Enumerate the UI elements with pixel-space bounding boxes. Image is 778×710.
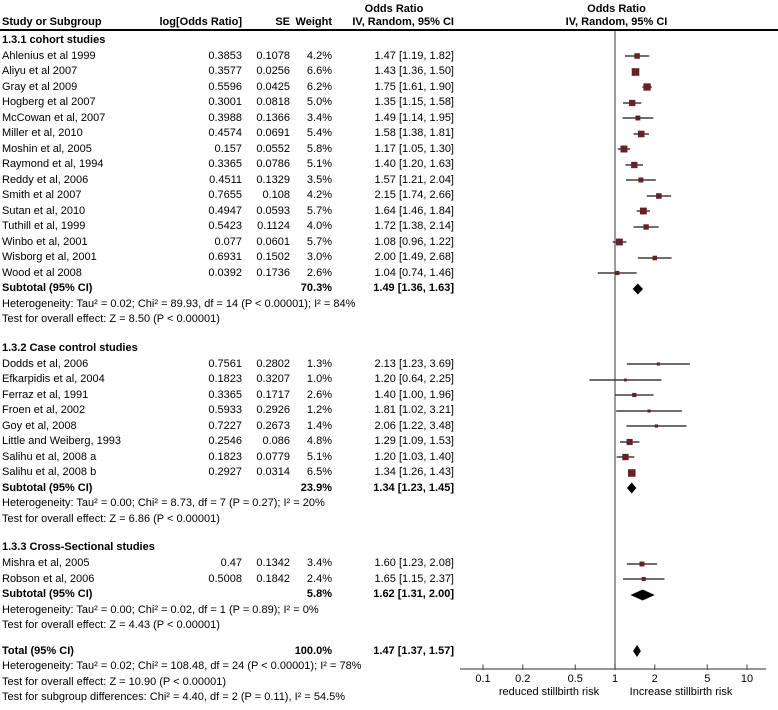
axis-caption-right: Increase stillbirth risk [629, 686, 733, 698]
se-value: 0.086 [262, 435, 290, 448]
weight-value: 1.3% [306, 357, 332, 370]
total-or-ci: 1.47 [1.37, 1.57] [373, 644, 454, 657]
weight-value: 3.0% [306, 251, 332, 264]
se-value: 0.0552 [256, 142, 290, 155]
study-name: Ahlenius et al 1999 [2, 49, 96, 62]
se-value: 0.0314 [256, 466, 290, 479]
subtotal-label: Subtotal (95% CI) [2, 481, 93, 494]
se-value: 0.1366 [256, 111, 290, 124]
log-odds-ratio-value: 0.2546 [208, 435, 242, 448]
study-row [0, 465, 456, 481]
weight-value: 5.4% [306, 127, 332, 140]
log-odds-ratio-value: 0.2927 [208, 466, 242, 479]
log-odds-ratio-value: 0.3853 [208, 49, 242, 62]
weight-value: 5.1% [306, 450, 332, 463]
col-header-study: Study or Subgroup [2, 16, 102, 28]
overall-effect-row [0, 511, 456, 527]
study-row [0, 110, 456, 126]
study-row [0, 387, 456, 403]
se-value: 0.1329 [256, 173, 290, 186]
study-name: Gray et al 2009 [2, 80, 78, 93]
pooled-diamond [633, 284, 643, 295]
effect-marker [657, 362, 660, 365]
weight-value: 4.8% [306, 435, 332, 448]
overall-effect-text: Test for overall effect: Z = 8.50 (P < 0.00001) [2, 313, 220, 326]
log-odds-ratio-value: 0.5008 [208, 572, 242, 585]
study-row [0, 48, 456, 64]
log-odds-ratio-value: 0.4574 [208, 127, 242, 140]
weight-value: 3.4% [306, 111, 332, 124]
effect-marker [621, 146, 628, 153]
se-value: 0.1717 [256, 388, 290, 401]
weight-value: 6.6% [306, 65, 332, 78]
heterogeneity-row [0, 296, 456, 312]
study-name: Hogberg et al 2007 [2, 96, 96, 109]
study-name: Goy et al, 2008 [2, 419, 77, 432]
or-ci-value: 1.43 [1.36, 1.50] [374, 65, 454, 78]
log-odds-ratio-value: 0.7227 [208, 419, 242, 432]
se-value: 0.2926 [256, 404, 290, 417]
or-ci-value: 2.06 [1.22, 3.48] [374, 419, 454, 432]
pooled-diamond [627, 483, 636, 494]
or-ci-value: 2.15 [1.74, 2.66] [374, 189, 454, 202]
subtotal-row [0, 480, 456, 496]
weight-value: 1.2% [306, 404, 332, 417]
axis-tick-label: 5 [704, 673, 711, 685]
study-name: Wisborg et al, 2001 [2, 251, 97, 264]
or-ci-value: 1.49 [1.14, 1.95] [374, 111, 454, 124]
total-heterogeneity-row [0, 659, 456, 675]
or-ci-value: 1.29 [1.09, 1.53] [374, 435, 454, 448]
study-name: Reddy et al, 2006 [2, 173, 89, 186]
study-row [0, 157, 456, 173]
pooled-diamond [630, 590, 654, 601]
study-row [0, 203, 456, 219]
effect-marker [632, 393, 636, 397]
subtotal-weight: 23.9% [300, 481, 332, 494]
effect-marker [629, 100, 635, 106]
study-name: Moshin et al, 2005 [2, 142, 92, 155]
study-row [0, 418, 456, 434]
or-ci-value: 1.34 [1.26, 1.43] [374, 466, 454, 479]
effect-marker [643, 83, 650, 90]
log-odds-ratio-value: 0.47 [220, 557, 242, 570]
effect-marker [628, 469, 636, 477]
or-ci-value: 2.13 [1.23, 3.69] [374, 357, 454, 370]
log-odds-ratio-value: 0.5423 [208, 220, 242, 233]
subtotal-row [0, 281, 456, 297]
study-name: Aliyu et al 2007 [2, 65, 78, 78]
study-name: Froen et al, 2002 [2, 404, 86, 417]
effect-marker [624, 379, 627, 382]
study-name: Raymond et al, 1994 [2, 158, 104, 171]
log-odds-ratio-value: 0.157 [214, 142, 242, 155]
total-overall-effect-row [0, 674, 456, 690]
study-row [0, 571, 456, 587]
log-odds-ratio-value: 0.3365 [208, 158, 242, 171]
total-overall-effect-text: Test for overall effect: Z = 10.90 (P < 0.00001) [2, 675, 227, 688]
study-row [0, 356, 456, 372]
axis-tick-label: 0.5 [567, 673, 583, 685]
se-value: 0.1736 [256, 266, 290, 279]
study-row [0, 372, 456, 388]
total-heterogeneity-text: Heterogeneity: Tau² = 0.02; Chi² = 108.48, df = 24 (P < 0.00001); I² = 78% [2, 660, 362, 673]
group-title-row [0, 539, 456, 556]
weight-value: 5.0% [306, 96, 332, 109]
axis-tick-label: 0.1 [475, 673, 491, 685]
group-title: 1.3.2 Case control studies [2, 341, 138, 354]
group-title: 1.3.1 cohort studies [2, 33, 106, 46]
or-ci-value: 1.04 [0.74, 1.46] [374, 266, 454, 279]
study-name: Dodds et al, 2006 [2, 357, 89, 370]
heterogeneity-row [0, 602, 456, 618]
effect-marker [638, 131, 645, 138]
effect-marker [631, 162, 637, 168]
study-row [0, 250, 456, 266]
or-ci-value: 2.00 [1.49, 2.68] [374, 251, 454, 264]
weight-value: 5.7% [306, 235, 332, 248]
col-header-log-odds-ratio: log[Odds Ratio] [159, 16, 242, 28]
subtotal-weight: 70.3% [300, 282, 332, 295]
effect-marker [639, 562, 644, 567]
study-row [0, 434, 456, 450]
col-header-or-text-bottom: IV, Random, 95% CI [352, 16, 454, 28]
overall-effect-text: Test for overall effect: Z = 4.43 (P < 0.00001) [2, 619, 220, 632]
group-title: 1.3.3 Cross-Sectional studies [2, 541, 155, 553]
log-odds-ratio-value: 0.4511 [209, 173, 242, 186]
se-value: 0.0593 [256, 204, 290, 217]
or-ci-value: 1.65 [1.15, 2.37] [374, 572, 454, 585]
study-name: Tuthill et al, 1999 [2, 220, 86, 233]
study-name: Wood et al 2008 [2, 266, 82, 279]
subtotal-or-ci: 1.34 [1.23, 1.45] [373, 481, 454, 494]
study-name: Robson et al, 2006 [2, 572, 95, 585]
effect-marker [622, 454, 628, 460]
log-odds-ratio-value: 0.0392 [208, 266, 242, 279]
axis-tick-label: 10 [740, 673, 754, 685]
study-row [0, 219, 456, 235]
study-row [0, 141, 456, 157]
study-name: Miller et al, 2010 [2, 127, 83, 140]
effect-marker [632, 68, 640, 76]
or-ci-value: 1.20 [1.03, 1.40] [374, 450, 454, 463]
effect-marker [627, 439, 633, 445]
se-value: 0.0779 [256, 450, 290, 463]
study-table-body [0, 31, 456, 705]
effect-marker [656, 193, 662, 199]
spacer-row [0, 527, 456, 539]
heterogeneity-text: Heterogeneity: Tau² = 0.02; Chi² = 89.93, df = 14 (P < 0.00001); I² = 84% [2, 297, 356, 310]
axis-caption-left: reduced stillbirth risk [498, 686, 600, 698]
spacer-row [0, 633, 456, 643]
total-label: Total (95% CI) [2, 644, 74, 657]
weight-value: 6.2% [306, 80, 332, 93]
weight-value: 5.8% [306, 142, 332, 155]
log-odds-ratio-value: 0.7655 [208, 189, 242, 202]
study-name: Salihu et al, 2008 a [2, 450, 97, 463]
subtotal-or-ci: 1.62 [1.31, 2.00] [373, 588, 454, 601]
se-value: 0.0425 [256, 80, 290, 93]
effect-marker [635, 116, 640, 121]
se-value: 0.2673 [256, 419, 290, 432]
se-value: 0.0786 [256, 158, 290, 171]
study-name: Efkarpidis et al, 2004 [2, 373, 105, 386]
subtotal-label: Subtotal (95% CI) [2, 588, 93, 601]
effect-marker [648, 409, 651, 412]
study-row [0, 403, 456, 419]
weight-value: 1.4% [306, 419, 332, 432]
or-ci-value: 1.47 [1.19, 1.82] [374, 49, 454, 62]
total-weight: 100.0% [294, 644, 332, 657]
log-odds-ratio-value: 0.3365 [208, 388, 242, 401]
total-row [0, 643, 456, 659]
se-value: 0.0601 [256, 235, 290, 248]
se-value: 0.0818 [256, 96, 290, 109]
weight-value: 1.0% [306, 373, 332, 386]
weight-value: 5.1% [306, 158, 332, 171]
effect-marker [638, 178, 643, 183]
log-odds-ratio-value: 0.6931 [208, 251, 242, 264]
effect-marker [634, 53, 640, 59]
se-value: 0.1502 [256, 251, 290, 264]
log-odds-ratio-value: 0.5933 [208, 404, 242, 417]
study-name: Smith et al 2007 [2, 189, 82, 202]
axis-tick-label: 2 [651, 673, 658, 685]
log-odds-ratio-value: 0.077 [214, 235, 242, 248]
study-name: Little and Weiberg, 1993 [2, 435, 122, 448]
or-ci-value: 1.64 [1.46, 1.84] [374, 204, 454, 217]
log-odds-ratio-value: 0.3577 [208, 65, 242, 78]
study-row [0, 188, 456, 204]
weight-value: 2.4% [306, 572, 332, 585]
se-value: 0.3207 [256, 373, 290, 386]
col-header-se: SE [275, 16, 290, 28]
log-odds-ratio-value: 0.3988 [208, 111, 242, 124]
effect-marker [655, 424, 658, 427]
weight-value: 3.4% [306, 557, 332, 570]
col-header-or-plot-bottom: IV, Random, 95% CI [565, 16, 668, 28]
or-ci-value: 1.35 [1.15, 1.58] [374, 96, 454, 109]
subtotal-row [0, 587, 456, 603]
weight-value: 2.6% [306, 266, 332, 279]
or-ci-value: 1.72 [1.38, 2.14] [374, 220, 454, 233]
or-ci-value: 1.58 [1.38, 1.81] [374, 127, 454, 140]
study-row [0, 79, 456, 95]
or-ci-value: 1.81 [1.02, 3.21] [374, 404, 454, 417]
effect-marker [615, 271, 619, 275]
study-row [0, 449, 456, 465]
col-header-or-plot-top: Odds Ratio [587, 3, 646, 15]
pooled-diamond [633, 645, 641, 657]
se-value: 0.2802 [256, 357, 290, 370]
effect-marker [616, 239, 623, 246]
study-row [0, 234, 456, 250]
se-value: 0.1342 [256, 557, 290, 570]
axis-tick-label: 0.2 [515, 673, 531, 685]
log-odds-ratio-value: 0.1823 [208, 450, 242, 463]
or-ci-value: 1.57 [1.21, 2.04] [374, 173, 454, 186]
or-ci-value: 1.60 [1.23, 2.08] [374, 557, 454, 570]
study-row [0, 126, 456, 142]
se-value: 0.1078 [256, 49, 290, 62]
study-name: Salihu et al, 2008 b [2, 466, 97, 479]
or-ci-value: 1.40 [1.20, 1.63] [374, 158, 454, 171]
subtotal-label: Subtotal (95% CI) [2, 282, 93, 295]
effect-marker [652, 256, 657, 261]
weight-value: 5.7% [306, 204, 332, 217]
heterogeneity-row [0, 496, 456, 512]
study-name: Sutan et al, 2010 [2, 204, 86, 217]
se-value: 0.1124 [257, 220, 290, 233]
overall-effect-text: Test for overall effect: Z = 6.86 (P < 0.00001) [2, 512, 220, 525]
heterogeneity-text: Heterogeneity: Tau² = 0.00; Chi² = 8.73, df = 7 (P = 0.27); I² = 20% [2, 497, 325, 510]
log-odds-ratio-value: 0.3001 [208, 96, 242, 109]
weight-value: 6.5% [306, 466, 332, 479]
se-value: 0.0256 [256, 65, 290, 78]
axis-tick-label: 1 [611, 673, 619, 685]
log-odds-ratio-value: 0.1823 [208, 373, 242, 386]
spacer-row [0, 327, 456, 339]
subtotal-weight: 5.8% [306, 588, 332, 601]
study-row [0, 64, 456, 80]
col-header-or-text-top: Odds Ratio [364, 3, 424, 15]
or-ci-value: 1.08 [0.96, 1.22] [374, 235, 454, 248]
weight-value: 4.2% [306, 189, 332, 202]
overall-effect-row [0, 312, 456, 328]
study-name: Winbo et al, 2001 [2, 235, 88, 248]
weight-value: 4.0% [306, 220, 332, 233]
study-row [0, 265, 456, 281]
study-name: Ferraz et al, 1991 [2, 388, 89, 401]
effect-marker [640, 208, 647, 215]
or-ci-value: 1.40 [1.00, 1.96] [374, 388, 454, 401]
study-name: McCowan et al, 2007 [2, 111, 106, 124]
or-ci-value: 1.17 [1.05, 1.30] [374, 142, 454, 155]
effect-marker [642, 577, 646, 581]
log-odds-ratio-value: 0.4947 [208, 204, 242, 217]
study-name: Mishra et al, 2005 [2, 557, 90, 570]
col-header-weight: Weight [295, 16, 332, 28]
subgroup-differences-text: Test for subgroup differences: Chi² = 4.40, df = 2 (P = 0.11), I² = 54.5% [2, 691, 346, 704]
study-row [0, 556, 456, 572]
log-odds-ratio-value: 0.5596 [208, 80, 242, 93]
study-row [0, 172, 456, 188]
overall-effect-row [0, 618, 456, 634]
se-value: 0.1842 [256, 572, 290, 585]
weight-value: 2.6% [306, 388, 332, 401]
se-value: 0.0691 [256, 127, 290, 140]
group-title-row [0, 339, 456, 356]
or-ci-value: 1.75 [1.61, 1.90] [374, 80, 454, 93]
heterogeneity-text: Heterogeneity: Tau² = 0.00; Chi² = 0.02, df = 1 (P = 0.89); I² = 0% [2, 603, 319, 616]
or-ci-value: 1.20 [0.64, 2.25] [374, 373, 454, 386]
weight-value: 4.2% [306, 49, 332, 62]
study-row [0, 95, 456, 111]
subgroup-differences-row [0, 690, 456, 706]
group-title-row [0, 31, 456, 48]
log-odds-ratio-value: 0.7561 [208, 357, 242, 370]
subtotal-or-ci: 1.49 [1.36, 1.63] [373, 282, 454, 295]
se-value: 0.108 [262, 189, 290, 202]
effect-marker [643, 224, 648, 229]
weight-value: 3.5% [306, 173, 332, 186]
